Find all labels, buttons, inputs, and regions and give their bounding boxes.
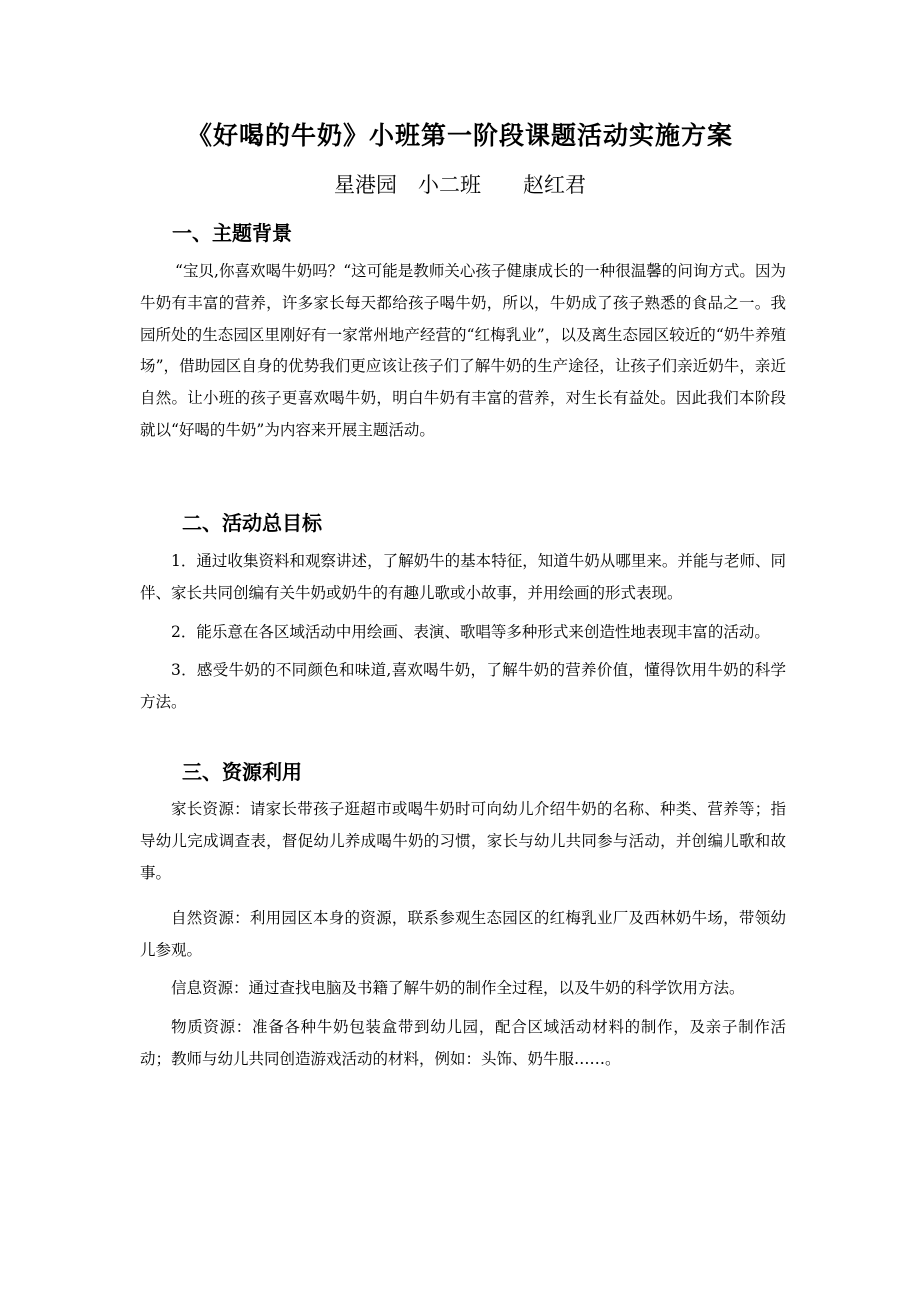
goal-item: 1．通过收集资料和观察讲述，了解奶牛的基本特征，知道牛奶从哪里来。并能与老师、同伴、家长共同创编有关牛奶或奶牛的有趣儿歌或小故事，并用绘画的形式表现。 (140, 552, 786, 602)
resource-item: 家长资源：请家长带孩子逛超市或喝牛奶时可向幼儿介绍牛奶的名称、种类、营养等；指导幼儿完成调查表，督促幼儿养成喝牛奶的习惯，家长与幼儿共同参与活动，并创编儿歌和故事。 (140, 800, 786, 882)
goal-item: 2．能乐意在各区域活动中用绘画、表演、歌唱等多种形式来创造性地表现丰富的活动。 (171, 623, 770, 641)
section-heading-background: 一、主题背景 (172, 221, 292, 245)
goal-item: 3．感受牛奶的不同颜色和味道,喜欢喝牛奶，了解牛奶的营养价值，懂得饮用牛奶的科学方法。 (140, 661, 786, 711)
resource-item: 自然资源：利用园区本身的资源，联系参观生态园区的红梅乳业厂及西林奶牛场，带领幼儿参观。 (140, 909, 786, 959)
section-heading-resources: 三、资源利用 (182, 760, 302, 784)
author-byline: 星港园 小二班 赵红君 (334, 173, 586, 197)
document-title: 《好喝的牛奶》小班第一阶段课题活动实施方案 (186, 121, 733, 150)
resource-item: 信息资源：通过查找电脑及书籍了解牛奶的制作全过程，以及牛奶的科学饮用方法。 (171, 979, 745, 997)
section-heading-goals: 二、活动总目标 (182, 511, 322, 535)
background-paragraph: “宝贝,你喜欢喝牛奶吗？“这可能是教师关心孩子健康成长的一种很温馨的问询方式。因为牛奶有丰富的营养，许多家长每天都给孩子喝牛奶，所以，牛奶成了孩子熟悉的食品之一。我园所处的生态园区里刚好有一家常州地产经营的“红梅乳业”，以及离生态园区较近的“奶牛养殖场”，借助园区自身的优势我们更应该让孩子们了解牛奶的生产途径，让孩子们亲近奶牛，亲近自然。让小班的孩子更喜欢喝牛奶，明白牛奶有丰富的营养，对生长有益处。因此我们本阶段就以“好喝的牛奶”为内容来开展主题活动。 (140, 262, 786, 439)
resource-item: 物质资源：准备各种牛奶包装盒带到幼儿园，配合区域活动材料的制作，及亲子制作活动；教师与幼儿共同创造游戏活动的材料，例如：头饰、奶牛服……。 (140, 1018, 786, 1068)
